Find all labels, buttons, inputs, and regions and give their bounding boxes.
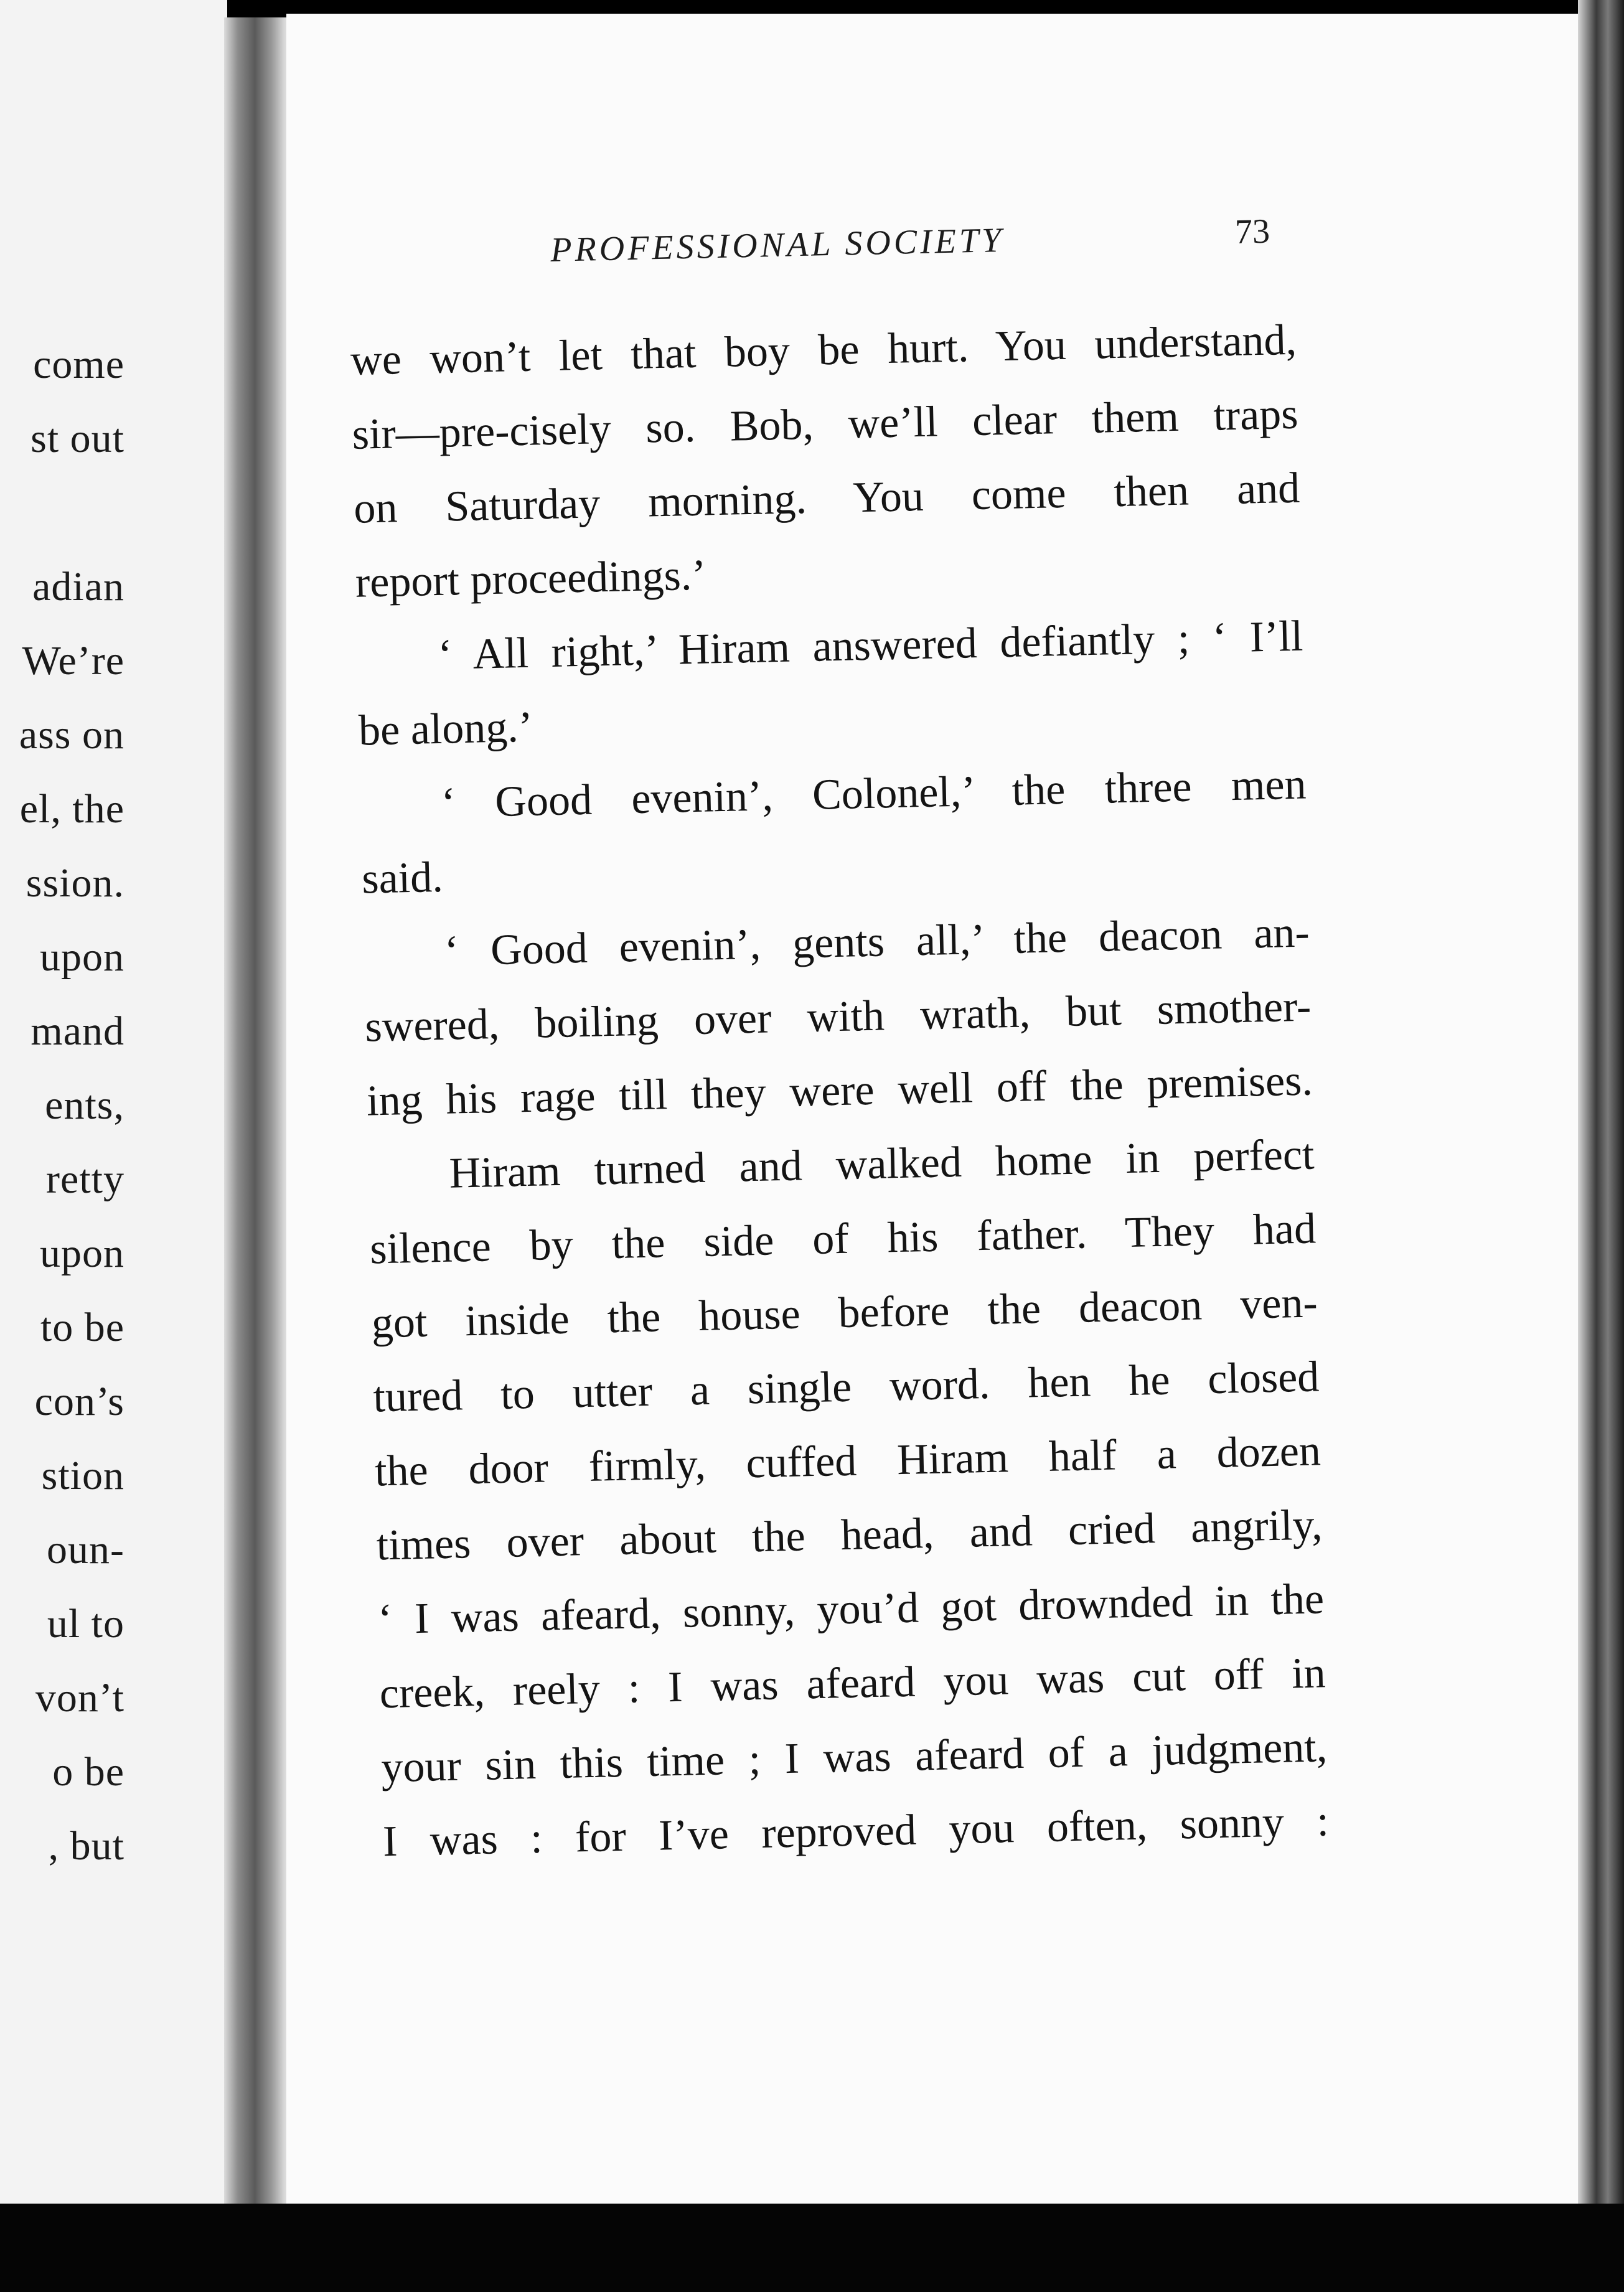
text-line: your sin this time ; I was afeard of a judgment,	[380, 1723, 1328, 1792]
left-line: We’re	[22, 638, 124, 683]
text-line: Hiram turned and walked home in perfect	[448, 1130, 1315, 1198]
text-line: said.	[361, 853, 444, 903]
left-line: come	[33, 342, 124, 387]
text-line: swered, boiling over with wrath, but smother-	[364, 982, 1312, 1051]
text-line: ‘ All right,’ Hiram answered defiantly ; ‘ I’ll	[437, 612, 1304, 679]
text-line: ‘ Good evenin’, Colonel,’ the three men	[440, 760, 1307, 827]
text-line: report proceedings.’	[355, 551, 707, 607]
left-line: ass on	[19, 712, 124, 758]
left-line: ssion.	[26, 860, 124, 906]
left-line: con’s	[34, 1379, 124, 1424]
page-number: 73	[1234, 212, 1270, 251]
text-line: ‘ I was afeard, sonny, you’d got drownded in the	[377, 1575, 1325, 1644]
text-line: I was : for I’ve reproved you often, sonny :	[382, 1797, 1330, 1866]
running-head: PROFESSIONAL SOCIETY	[550, 220, 1005, 270]
text-line: ing his rage till they were well off the premises.	[366, 1056, 1313, 1125]
text-line: silence by the side of his father. They had	[369, 1205, 1317, 1274]
left-line: st out	[31, 416, 124, 461]
text-line: creek, reely : I was afeard you was cut off in	[379, 1649, 1326, 1718]
left-line: adian	[32, 564, 124, 609]
scan-border-bottom	[0, 2204, 1624, 2292]
text-line: on Saturday morning. You come then and	[353, 464, 1300, 533]
left-line: , but	[48, 1823, 124, 1869]
left-line: mand	[31, 1008, 124, 1054]
text-line: times over about the head, and cried angrily,	[375, 1501, 1323, 1570]
left-line: von’t	[35, 1675, 124, 1721]
text-line: we won’t let that boy be hurt. You understand,	[350, 316, 1297, 385]
text-line: be along.’	[358, 703, 533, 755]
left-line: to be	[40, 1305, 124, 1350]
left-line: retty	[46, 1157, 124, 1202]
text-line: the door firmly, cuffed Hiram half a dozen	[374, 1427, 1321, 1496]
left-line: upon	[40, 1231, 124, 1276]
text-line: got inside the house before the deacon ven-	[371, 1279, 1318, 1348]
text-line: sir—pre-cisely so. Bob, we’ll clear them traps	[351, 390, 1299, 459]
text-line: tured to utter a single word. hen he closed	[372, 1353, 1320, 1422]
left-line: oun-	[47, 1527, 124, 1572]
left-line: el, the	[19, 786, 124, 832]
left-line: upon	[40, 934, 124, 980]
left-line: o be	[52, 1749, 124, 1795]
text-line: ‘ Good evenin’, gents all,’ the deacon an-	[444, 908, 1310, 975]
left-line: ents,	[45, 1083, 124, 1128]
left-line: stion	[41, 1453, 124, 1498]
left-line: ul to	[47, 1601, 124, 1646]
